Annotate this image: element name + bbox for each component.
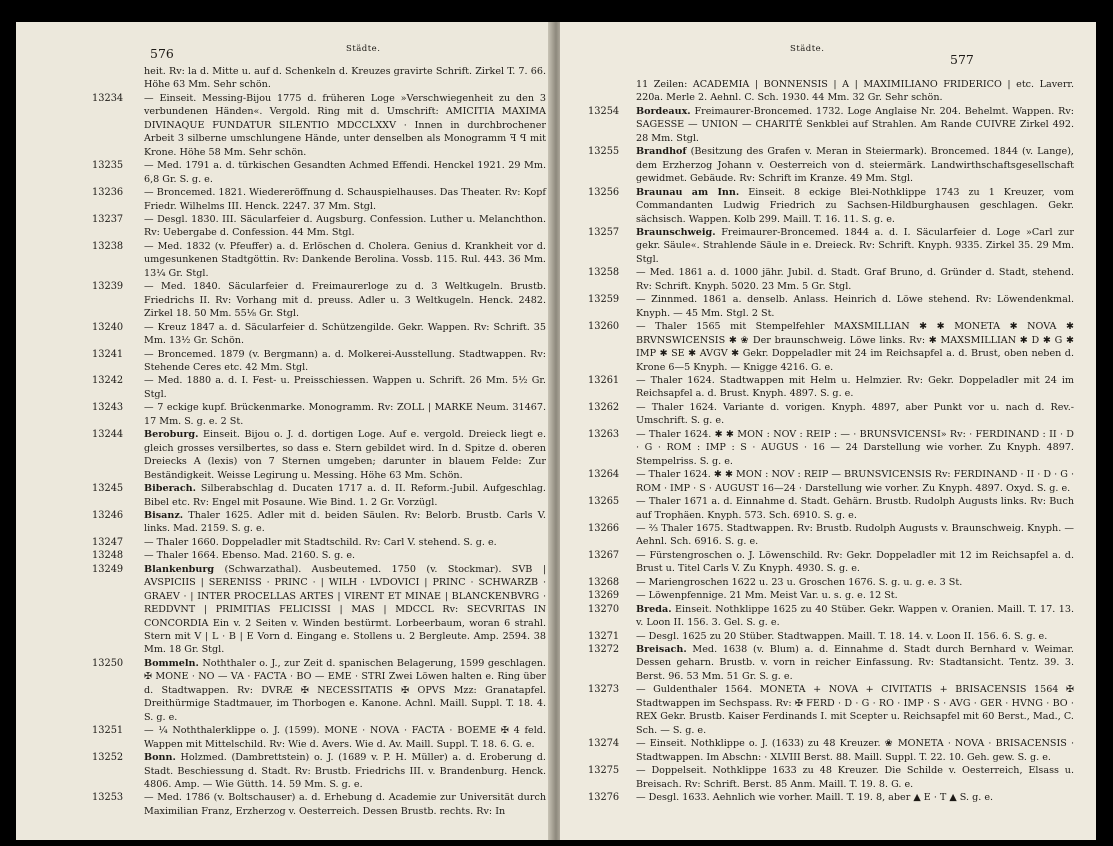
catalog-entry xyxy=(588,293,1074,320)
entry-description: — Zinnmed. 1861 a. denselb. Anlass. Heinrich d. Löwe stehend. Rv: Löwendenkmal. Knyph. — 45 Mm. Stgl. 2 St. xyxy=(636,294,1074,319)
entry-description: — Löwenpfennige. 21 Mm. Meist Var. u. s. g. e. 12 St. xyxy=(636,590,898,602)
right-page-number: 577 xyxy=(950,52,974,67)
entry-description: — Fürstengroschen o. J. Löwenschild. Rv: Gekr. Doppeladler mit 12 im Reichsapfel a. d. Brust u. Titel Carls V. Zu Knyph. 4930. S. g. e. xyxy=(636,549,1074,575)
right-running-head: Städte. xyxy=(790,44,825,54)
catalog-entry xyxy=(588,643,1074,683)
entry-number: 13275 xyxy=(588,765,620,777)
entry-description: Noththaler o. J., zur Zeit d. spanischen Belagerung, 1599 geschlagen. ✠ MONE · NO — VA · FACTA · BO — EME · STRI Zwei Löwen halten e. Ring über d. Stadtwappen. Rv: DVRÆ ✠ NECESSITATIS ✠ OPVS Mzz: Granatapfel. Dreithürmige Stadtmauer, im Thorbogen e. Kanone. Achnl. Maill. Suppl. T. 18. 4. S. g. e. xyxy=(144,657,546,723)
entry-description: — Thaler 1565 mit Stempelfehler MAXSMILLIAN ✱ ✱ MONETA ✱ NOVA ✱ BRVNSWICENSIS ✱ ❀ Der braunschweig. Löwe links. Rv: ✱ MAXSMILLIAN ✱ D ✱ G ✱ IMP ✱ SE ✱ AVGV ✱ Gekr. Doppeladler mit 24 im Reichsapfel a. d. Brust, oben neben d. Krone 6—5 Knyph. — Knigge 4216. G. e. xyxy=(636,321,1074,373)
entry-number: 13248 xyxy=(92,550,124,562)
left-page-body xyxy=(92,65,546,818)
entry-description: Freimaurer-Broncemed. 1732. Loge Anglaise Nr. 204. Behelmt. Wappen. Rv: SAGESSE — UNION — CHARITÉ Senkblei auf Strahlen. Am Rande CUIVRE Zirkel 492. 28 Mm. Stgl. xyxy=(636,105,1074,144)
catalog-entry xyxy=(92,509,546,536)
entry-description: — Desgl. 1633. Aehnlich wie vorher. Maill. T. 19. 8, aber ▲ E · T ▲ S. g. e. xyxy=(636,792,994,804)
entry-description: — Desgl. 1625 zu 20 Stüber. Stadtwappen. Maill. T. 18. 14. v. Loon II. 156. 6. S. g. e. xyxy=(636,630,1048,642)
catalog-entry xyxy=(588,495,1074,522)
entry-number: 13265 xyxy=(588,496,620,508)
entry-description: — Thaler 1671 a. d. Einnahme d. Stadt. Gehärn. Brustb. Rudolph Augusts links. Rv: Buch auf Trophäen. Knyph. 573. Sch. 6910. S. g. e. xyxy=(636,496,1074,521)
catalog-entry xyxy=(588,226,1074,266)
entry-number: 13237 xyxy=(92,213,124,225)
entry-description: — Einseit. Messing-Bijou 1775 d. früheren Loge »Verschwiegenheit zu den 3 verbundenen Händen«. Vergold. Ring mit d. Umschrift: AMICITIA MAXIMA DIVINAQUE FUNDATUR SILENTIO MDCCLXXV · Innen in durchbrochener Arbeit 3 silberne umschlungene Hände, unter denselben als Monogramm ꟻ ꟼ mit Krone. Höhe 58 Mm. Sehr schön. xyxy=(144,92,546,158)
entry-number: 13259 xyxy=(588,294,620,306)
catalog-entry xyxy=(92,482,546,509)
entry-number: 13247 xyxy=(92,536,124,548)
left-continuation: heit. Rv: la d. Mitte u. auf d. Schenkeln d. Kreuzes gravirte Schrift. Zirkel T. 7. 66. Höhe 63 Mm. Sehr schön. xyxy=(144,66,546,91)
entry-description: — Med. 1832 (v. Pfeuffer) a. d. Erlöschen d. Cholera. Genius d. Krankheit vor d. umgesunkenen Stadtgöttin. Rv: Dankende Berolina. Vossb. 115. Rul. 443. 36 Mm. 13¼ Gr. Stgl. xyxy=(144,240,546,279)
entry-description: Holzmed. (Dambrettstein) o. J. (1689 v. P. H. Müller) a. d. Eroberung d. Stadt. Beschiessung d. Stadt. Rv: Brustb. Friedrichs III. v. Brandenburg. Henck. 4806. Amp. — Wie Gütth. 14. 59 Mm. S. g. e. xyxy=(144,752,546,791)
entry-number: 13243 xyxy=(92,402,124,414)
catalog-entry xyxy=(588,186,1074,226)
catalog-entry xyxy=(588,603,1074,630)
entry-number: 13271 xyxy=(588,630,620,642)
catalog-entry xyxy=(588,791,1074,804)
entry-description: — Kreuz 1847 a. d. Säcularfeier d. Schützengilde. Gekr. Wappen. Rv: Schrift. 35 Mm. 13⅟₂ Gr. Schön. xyxy=(144,321,546,347)
catalog-entry xyxy=(92,374,546,401)
entry-number: 13272 xyxy=(588,644,620,656)
catalog-entry xyxy=(588,737,1074,764)
catalog-entry xyxy=(92,428,546,482)
catalog-entry xyxy=(92,159,546,186)
entry-description: — Thaler 1660. Doppeladler mit Stadtschild. Rv: Carl V. stehend. S. g. e. xyxy=(144,536,497,548)
entry-description: Einseit. Nothklippe 1625 zu 40 Stüber. Gekr. Wappen v. Oranien. Maill. T. 17. 13. v. Loon II. 156. 3. Gel. S. g. e. xyxy=(636,603,1074,629)
entry-number: 13257 xyxy=(588,226,620,238)
catalog-entry xyxy=(92,657,546,724)
entry-place-name: Breda. xyxy=(636,603,672,615)
left-running-head: Städte. xyxy=(346,44,381,54)
entry-description: (Schwarzathal). Ausbeutemed. 1750 (v. Stockmar). SVB | AVSPICIIS | SERENISS · PRINC · | WILH · LVDOVICI | PRINC · SCHWARZB · GRAEV · | INTER PROCELLAS ARTES | VIRENT ET MINAE | BLANCKENBVRG · REDDVNT | PRIMITIAS FELICISSI | MAS | MDCCL Rv: SECVRITAS IN CONCORDIA Ein v. 2 Seiten v. Winden bestürmt. Lorbeerbaum, woran 6 strahl. Stern mit V | L · B | E Vorn d. Eingang e. Stollens u. 2 Bergleute. Amp. 2594. 38 Mm. 18 Gr. Stgl. xyxy=(144,563,546,656)
entry-description: — Einseit. Nothklippe o. J. (1633) zu 48 Kreuzer. ❀ MONETA · NOVA · BRISACENSIS · Stadtwappen. Im Abschn: · XLVIII Berst. 88. Maill. Suppl. T. 22. 10. Geh. gew. S. g. e. xyxy=(636,738,1074,763)
entry-place-name: Brandhof xyxy=(636,146,687,158)
entry-number: 13264 xyxy=(588,469,620,481)
catalog-entry xyxy=(92,536,546,549)
catalog-entry xyxy=(92,549,546,562)
entry-description: — 7 eckige kupf. Brückenmarke. Monogramm. Rv: ZOLL | MARKE Neum. 31467. 17 Mm. S. g. e. 2 St. xyxy=(144,402,546,427)
entry-description: — Thaler 1624. Variante d. vorigen. Knyph. 4897, aber Punkt vor u. nach d. Rev.-Umschrift. S. g. e. xyxy=(636,401,1074,427)
catalog-entry xyxy=(588,401,1074,428)
entry-number: 13242 xyxy=(92,375,124,387)
entry-number: 13274 xyxy=(588,738,620,750)
entry-description: — ¼ Noththalerklippe o. J. (1599). MONE · NOVA · FACTA · BOEME ✠ 4 feld. Wappen mit Mittelschild. Rv: Wie d. Avers. Wie d. Av. Maill. Suppl. T. 18. 6. G. e. xyxy=(144,725,546,750)
entry-number: 13270 xyxy=(588,603,620,615)
entry-description: — Broncemed. 1821. Wiedereröffnung d. Schauspielhauses. Das Theater. Rv: Kopf Friedr. Wilhelms III. Henck. 2247. 37 Mm. Stgl. xyxy=(144,187,546,212)
entry-place-name: Bommeln. xyxy=(144,657,199,669)
entry-description: — Thaler 1624. ✱ ✱ MON : NOV : REIP — BRUNSVICENSIS Rv: FERDINAND · II · D · G · ROM · IMP · S · AUGUST 16—24 · Darstellung wie vorher. Zu Knyph. 4897. Oxyd. S. g. e. xyxy=(636,469,1074,494)
entry-number: 13260 xyxy=(588,321,620,333)
catalog-entry xyxy=(92,240,546,280)
catalog-entry xyxy=(92,791,546,818)
entry-description: (Besitzung des Grafen v. Meran in Steiermark). Broncemed. 1844 (v. Lange), dem Erzherzog Johann v. Oesterreich von d. steiermärk. Landwirthschaftsgesellschaft gewidmet. Gebäude. Rv: Schrift im Kranze. 49 Mm. Stgl. xyxy=(636,146,1074,185)
entry-place-name: Braunau am Inn. xyxy=(636,186,740,198)
entry-number: 13250 xyxy=(92,657,124,669)
entry-number: 13238 xyxy=(92,240,124,252)
entry-description: — Mariengroschen 1622 u. 23 u. Groschen 1676. S. g. u. g. e. 3 St. xyxy=(636,576,963,588)
catalog-entry xyxy=(588,105,1074,145)
entry-number: 13235 xyxy=(92,160,124,172)
entry-description: — Med. 1791 a. d. türkischen Gesandten Achmed Effendi. Henckel 1921. 29 Mm. 6,8 Gr. S. g. e. xyxy=(144,160,546,185)
left-page xyxy=(16,22,552,840)
entry-description: Einseit. Bijou o. J. d. dortigen Loge. Auf e. vergold. Dreieck liegt e. gleich grosses versilbertes, so dass e. Stern gebildet wird. In d. Spitze d. oberen Dreiecks A (lexis) von 7 Sternen umgeben; darunter in blauem Felde: Zur Beständigkeit. Weisse Legirung u. Messing. Höhe 63 Mm. Schön. xyxy=(144,429,546,481)
left-page-header xyxy=(16,22,552,60)
catalog-entry xyxy=(92,186,546,213)
entry-place-name: Blankenburg xyxy=(144,563,215,575)
catalog-entry xyxy=(588,630,1074,643)
entry-description: — Med. 1880 a. d. I. Fest- u. Preisschiessen. Wappen u. Schrift. 26 Mm. 5½ Gr. Stgl. xyxy=(144,375,546,400)
right-page-body xyxy=(588,78,1074,804)
entry-place-name: Bisanz. xyxy=(144,509,184,521)
entry-description: — ⅔ Thaler 1675. Stadtwappen. Rv: Brustb. Rudolph Augusts v. Braunschweig. Knyph. — Aehnl. Sch. 6916. S. g. e. xyxy=(636,522,1074,548)
catalog-entry xyxy=(92,321,546,348)
entry-number: 13239 xyxy=(92,281,124,293)
catalog-entry xyxy=(588,266,1074,293)
entry-number: 13263 xyxy=(588,428,620,440)
entry-place-name: Bonn. xyxy=(144,752,176,764)
entry-number: 13256 xyxy=(588,186,620,198)
entry-description: — Thaler 1624. ✱ ✱ MON : NOV : REIP : — · BRUNSVICENSI» Rv: · FERDINAND : II · D · G · ROM : IMP : S · AUGUS · 16 — 24 Darstellung wie vorher. Zu Knyph. 4897. Stempelriss. S. g. e. xyxy=(636,428,1074,467)
entry-number: 13241 xyxy=(92,348,124,360)
entry-number: 13244 xyxy=(92,429,124,441)
catalog-entry xyxy=(588,145,1074,185)
entry-description: — Doppelseit. Nothklippe 1633 zu 48 Kreuzer. Die Schilde v. Oesterreich, Elsass u. Breisach. Rv: Schrift. Berst. 85 Anm. Maill. T. 19. 8. G. e. xyxy=(636,765,1074,790)
entry-number: 13258 xyxy=(588,267,620,279)
entry-place-name: Bordeaux. xyxy=(636,105,691,117)
catalog-entry xyxy=(92,348,546,375)
catalog-entry xyxy=(588,428,1074,468)
entry-number: 13266 xyxy=(588,522,620,534)
right-page-header xyxy=(560,22,1096,67)
right-page xyxy=(560,22,1096,840)
catalog-entry xyxy=(588,549,1074,576)
entry-number: 13267 xyxy=(588,549,620,561)
entry-number: 13276 xyxy=(588,792,620,804)
entry-number: 13236 xyxy=(92,187,124,199)
entry-description: Thaler 1625. Adler mit d. beiden Säulen. Rv: Belorb. Brustb. Carls V. links. Mad. 2159. S. g. e. xyxy=(144,509,546,535)
catalog-entry xyxy=(92,724,546,751)
catalog-entry xyxy=(588,576,1074,589)
entry-number: 13254 xyxy=(588,105,620,117)
entry-number: 13246 xyxy=(92,509,124,521)
entry-number: 13268 xyxy=(588,576,620,588)
entry-description: Einseit. 8 eckige Blei-Nothklippe 1743 zu 1 Kreuzer, vom Commandanten Ludwig Friedrich zu Sachsen-Hildburghausen geschlagen. Gekr. sächsisch. Wappen. Kolb 299. Maill. T. 16. 11. S. g. e. xyxy=(636,186,1074,225)
catalog-entry xyxy=(92,563,546,657)
entry-number: 13234 xyxy=(92,92,124,104)
catalog-entry xyxy=(588,589,1074,602)
catalog-entry xyxy=(92,92,546,159)
entry-number: 13249 xyxy=(92,563,124,575)
entry-description: — Thaler 1624. Stadtwappen mit Helm u. Helmzier. Rv: Gekr. Doppeladler mit 24 im Reichsapfel a. d. Brust. Knyph. 4897. S. g. e. xyxy=(636,374,1074,400)
left-page-number: 576 xyxy=(150,46,174,61)
catalog-entry xyxy=(588,683,1074,737)
catalog-entry xyxy=(588,764,1074,791)
catalog-entry xyxy=(588,468,1074,495)
entry-number: 13273 xyxy=(588,684,620,696)
catalog-entry xyxy=(588,320,1074,374)
entry-description: — Med. 1861 a. d. 1000 jähr. Jubil. d. Stadt. Graf Bruno, d. Gründer d. Stadt, stehend. Rv: Schrift. Knyph. 5020. 23 Mm. 5 Gr. Stgl. xyxy=(636,267,1074,292)
catalog-entry xyxy=(92,751,546,791)
entry-number: 13262 xyxy=(588,401,620,413)
entry-description: Freimaurer-Broncemed. 1844 a. d. I. Säcularfeier d. Loge »Carl zur gekr. Säule«. Strahlende Säule in e. Dreieck. Rv: Schrift. Knyph. 9335. Zirkel 35. 29 Mm. Stgl. xyxy=(636,226,1074,265)
entry-description: — Med. 1786 (v. Boltschauser) a. d. Erhebung d. Academie zur Universität durch Maximilian Franz, Erzherzog v. Oesterreich. Dessen Brustb. rechts. Rv: In xyxy=(144,792,546,817)
entry-place-name: Biberach. xyxy=(144,483,196,495)
entry-number: 13269 xyxy=(588,590,620,602)
entry-number: 13253 xyxy=(92,792,124,804)
entry-description: — Desgl. 1830. III. Säcularfeier d. Augsburg. Confession. Luther u. Melanchthon. Rv: Uebergabe d. Confession. 44 Mm. Stgl. xyxy=(144,213,546,239)
entry-description: — Guldenthaler 1564. MONETA + NOVA + CIVITATIS + BRISACENSIS 1564 ✠ Stadtwappen im Sechspass. Rv: ✠ FERD · D · G · RO · IMP · S · AVG · GER · HVNG · BO · REX Gekr. Brustb. Kaiser Ferdinands I. mit Scepter u. Reichsapfel mit 60 Berst., Mad., C. Sch. — S. g. e. xyxy=(636,684,1074,736)
catalog-entry xyxy=(92,213,546,240)
entry-description: Silberabschlag d. Ducaten 1717 a. d. II. Reform.-Jubil. Aufgeschlag. Bibel etc. Rv: Engel mit Posaune. Wie Bind. 1. 2 Gr. Vorzügl. xyxy=(144,483,546,508)
entry-description: — Med. 1840. Säcularfeier d. Freimaurerloge zu d. 3 Weltkugeln. Brustb. Friedrichs II. Rv: Vorhang mit d. preuss. Adler u. 3 Weltkugeln. Henck. 2482. Zirkel 18. 50 Mm. 55⅛ Gr. Stgl. xyxy=(144,281,546,320)
entry-number: 13261 xyxy=(588,374,620,386)
catalog-entry xyxy=(92,401,546,428)
catalog-entry xyxy=(588,522,1074,549)
right-continuation: 11 Zeilen: ACADEMIA | BONNENSIS | A | MAXIMILIANO FRIDERICO | etc. Laverr. 220a. Merle 2. Aehnl. C. Sch. 1930. 44 Mm. 32 Gr. Sehr schön. xyxy=(636,79,1074,104)
entry-place-name: Breisach. xyxy=(636,644,687,656)
catalog-entry xyxy=(92,280,546,320)
entry-number: 13251 xyxy=(92,725,124,737)
entry-place-name: Beroburg. xyxy=(144,429,199,441)
entry-number: 13245 xyxy=(92,483,124,495)
entry-description: — Thaler 1664. Ebenso. Mad. 2160. S. g. e. xyxy=(144,550,356,562)
entry-number: 13240 xyxy=(92,321,124,333)
entry-place-name: Braunschweig. xyxy=(636,226,716,238)
entry-number: 13252 xyxy=(92,752,124,764)
catalog-entry xyxy=(588,374,1074,401)
entry-number: 13255 xyxy=(588,146,620,158)
entry-description: — Broncemed. 1879 (v. Bergmann) a. d. Molkerei-Ausstellung. Stadtwappen. Rv: Stehende Ceres etc. 42 Mm. Stgl. xyxy=(144,348,546,373)
entry-description: Med. 1638 (v. Blum) a. d. Einnahme d. Stadt durch Bernhard v. Weimar. Dessen geharn. Brustb. v. vorn in reicher Einfassung. Rv: Stadtansicht. Tentz. 39. 3. Berst. 96. 53 Mm. 51 Gr. S. g. e. xyxy=(636,644,1074,682)
